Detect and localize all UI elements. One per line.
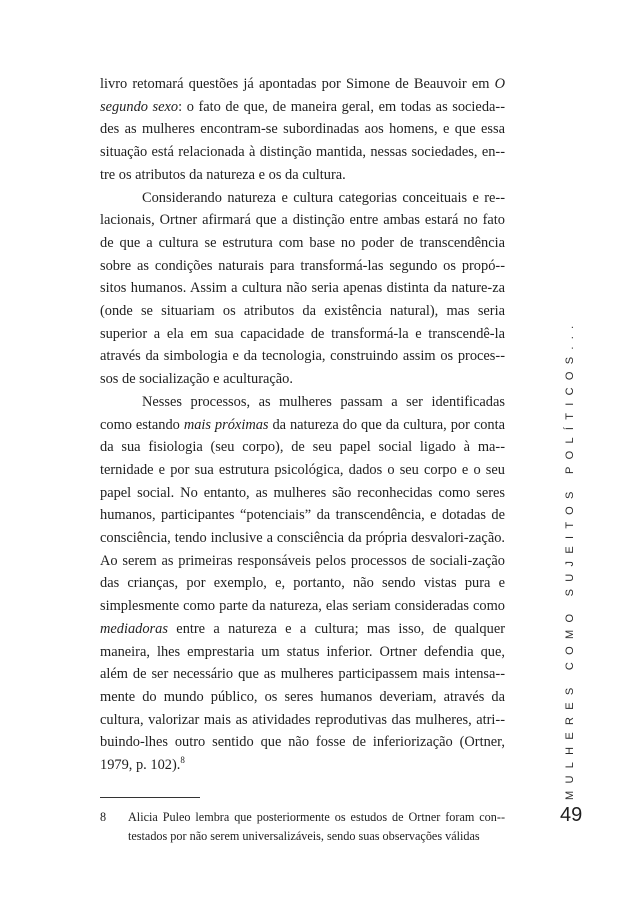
- text-run: : o fato de que, de maneira geral, em todas as socieda-des as mulheres encontram-se subordinadas aos homens, e que essa situação está relacionada à distinção mantida, nessas sociedades, en-tre os atributos da natureza e os da cultura.: [100, 98, 505, 183]
- text-run: entre a natureza e a cultura; mas isso, de qualquer maneira, lhes emprestaria um status inferior. Ortner defendia que, além de ser necessário que as mulheres participassem mais intensa-mente do mundo público, os seres humanos deveriam, através da cultura, valorizar mais as atividades reprodutivas das mulheres, atri-buindo-lhes outro sentido que não fosse de inferiorização (Ortner, 1979, p. 102).: [100, 620, 505, 774]
- italic-phrase: mediadoras: [100, 620, 168, 637]
- text-run: Nesses processos, as mulheres passam a ser identificadas como estando: [100, 393, 505, 433]
- footnote-number: 8: [100, 810, 107, 824]
- running-head: MULHERES COMO SUJEITOS POLÍTICOS...: [564, 318, 576, 800]
- paragraph: [100, 391, 505, 777]
- paragraph: [100, 187, 505, 391]
- text-run: livro retomará questões já apontadas por Simone de Beauvoir em: [100, 76, 495, 92]
- page-number: 49: [560, 804, 583, 826]
- text-run: da natureza do que da cultura, por conta da sua fisiologia (seu corpo), de seu papel social ligado à ma-ternidade e por sua estrutura psicológica, dados o seu corpo e o seu papel social. No entanto, as mulheres são reconhecidas como seres humanos, participantes “potenciais” da transcendência, e dotadas de consciência, tendo inclusive a consciência da própria desvalori-zação. Ao serem as primeiras responsáveis pelos processos de sociali-zação das crianças, por exemplo, e, portanto, não sendo vistas pura e simplesmente como parte da natureza, elas seriam consideradas como: [100, 416, 505, 615]
- footnote-divider: [100, 797, 200, 798]
- footnote-reference[interactable]: 8: [180, 755, 185, 766]
- italic-phrase: O segundo sexo: [100, 76, 505, 115]
- paragraph: [100, 73, 505, 187]
- footnote: [100, 808, 505, 846]
- italic-phrase: mais próximas: [183, 416, 269, 433]
- text-run: Considerando natureza e cultura categorias conceituais e re-lacionais, Ortner afirmará que a distinção entre ambas estará no fato de que a cultura se estrutura com base no poder de transcendência sobre as condições naturais para transformá-las segundo os propó-sitos humanos. Assim a cultura não seria apenas distinta da nature-za (onde se situariam os atributos da existência natural), mas seria superior a ela em sua capacidade de transformá-la e transcendê-la através da simbologia e da tecnologia, construindo assim os proces-sos de socialização e aculturação.: [100, 189, 505, 388]
- footnote-text: Alicia Puleo lembra que posteriormente os estudos de Ortner foram con-testados por não serem universalizáveis, sendo suas observações válidas: [128, 810, 505, 843]
- body-text: [100, 73, 505, 777]
